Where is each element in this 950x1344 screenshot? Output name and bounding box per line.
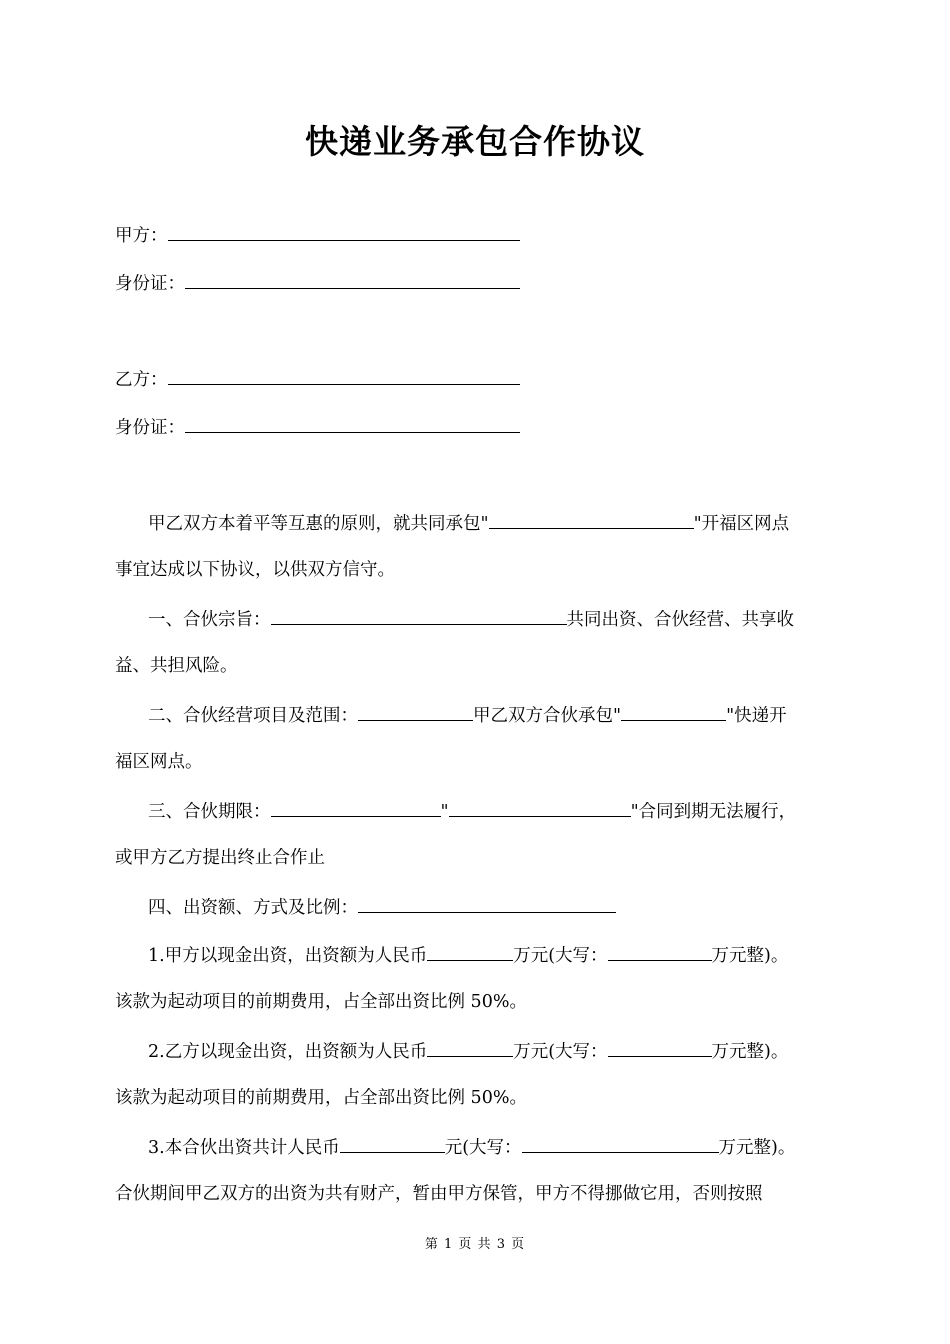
clause-4-blank[interactable] (358, 894, 616, 913)
clause-3-line (148, 798, 796, 824)
item-3-pre: 3.本合伙出资共计人民币 (148, 1138, 340, 1158)
item-1-pre: 1.甲方以现金出资，出资额为人民币 (148, 946, 428, 966)
item-2-mid: 万元(大写： (513, 1042, 608, 1062)
clause-2-blank-1[interactable] (358, 702, 473, 721)
party-b-label: 乙方： (115, 370, 168, 390)
intro-line-2: 事宜达成以下协议，以供双方信守。 (115, 560, 395, 580)
item-3-line (148, 1134, 795, 1160)
clause-2-blank-2[interactable] (621, 702, 726, 721)
item-1-cont: 该款为起动项目的前期费用，占全部出资比例 50%。 (115, 992, 527, 1012)
clause-2-line (148, 702, 787, 728)
clause-2-post: "快递开 (726, 706, 787, 726)
item-1-mid: 万元(大写： (513, 946, 608, 966)
clause-3-blank-2[interactable] (449, 798, 631, 817)
clause-3-pre: 三、合伙期限： (148, 802, 271, 822)
item-1-post: 万元整)。 (711, 946, 789, 966)
intro-text-post: "开福区网点 (693, 514, 790, 534)
clause-2-mid: 甲乙双方合伙承包" (473, 706, 622, 726)
item-1-line (148, 942, 788, 968)
item-3-cont: 合伙期间甲乙双方的出资为共有财产，暂由甲方保管，甲方不得挪做它用，否则按照 (115, 1184, 763, 1204)
party-b-id-line (115, 414, 520, 440)
party-b-id-label: 身份证： (115, 418, 185, 438)
item-2-post: 万元整)。 (711, 1042, 789, 1062)
item-2-pre: 2.乙方以现金出资，出资额为人民币 (148, 1042, 428, 1062)
item-2-blank-words[interactable] (608, 1038, 712, 1057)
clause-2-pre: 二、合伙经营项目及范围： (148, 706, 358, 726)
party-a-id-blank[interactable] (185, 270, 520, 289)
party-b-id-blank[interactable] (185, 414, 520, 433)
clause-1-cont: 益、共担风险。 (115, 656, 238, 676)
party-a-id-label: 身份证： (115, 274, 185, 294)
party-a-blank[interactable] (168, 222, 520, 241)
clause-3-cont: 或甲方乙方提出终止合作止 (115, 848, 325, 868)
party-b-line (115, 366, 520, 392)
clause-1-line (148, 606, 794, 632)
item-3-mid: 元(大写： (444, 1138, 522, 1158)
document-title: 快递业务承包合作协议 (305, 122, 645, 161)
item-1-blank-amount[interactable] (427, 942, 513, 961)
item-1-blank-words[interactable] (608, 942, 712, 961)
clause-2-cont: 福区网点。 (115, 752, 203, 772)
clause-3-blank-1[interactable] (271, 798, 441, 817)
item-3-blank-amount[interactable] (340, 1134, 445, 1153)
clause-3-post: "合同到期无法履行， (630, 802, 797, 822)
clause-4-line (148, 894, 616, 920)
intro-blank[interactable] (489, 510, 694, 529)
clause-1-pre: 一、合伙宗旨： (148, 610, 271, 630)
clause-3-mid: " (440, 802, 449, 822)
item-3-post: 万元整)。 (718, 1138, 796, 1158)
party-a-line (115, 222, 520, 248)
item-3-blank-words[interactable] (522, 1134, 719, 1153)
item-2-cont: 该款为起动项目的前期费用，占全部出资比例 50%。 (115, 1088, 527, 1108)
party-b-blank[interactable] (168, 366, 520, 385)
intro-text-pre: 甲乙双方本着平等互惠的原则，就共同承包" (148, 514, 489, 534)
party-a-id-line (115, 270, 520, 296)
page-number-footer: 第 1 页 共 3 页 (424, 1237, 526, 1252)
clause-1-post: 共同出资、合伙经营、共享收 (566, 610, 794, 630)
intro-line-1 (148, 510, 789, 536)
item-2-blank-amount[interactable] (427, 1038, 513, 1057)
clause-4-pre: 四、出资额、方式及比例： (148, 898, 358, 918)
party-a-label: 甲方： (115, 226, 168, 246)
clause-1-blank[interactable] (271, 606, 567, 625)
item-2-line (148, 1038, 788, 1064)
